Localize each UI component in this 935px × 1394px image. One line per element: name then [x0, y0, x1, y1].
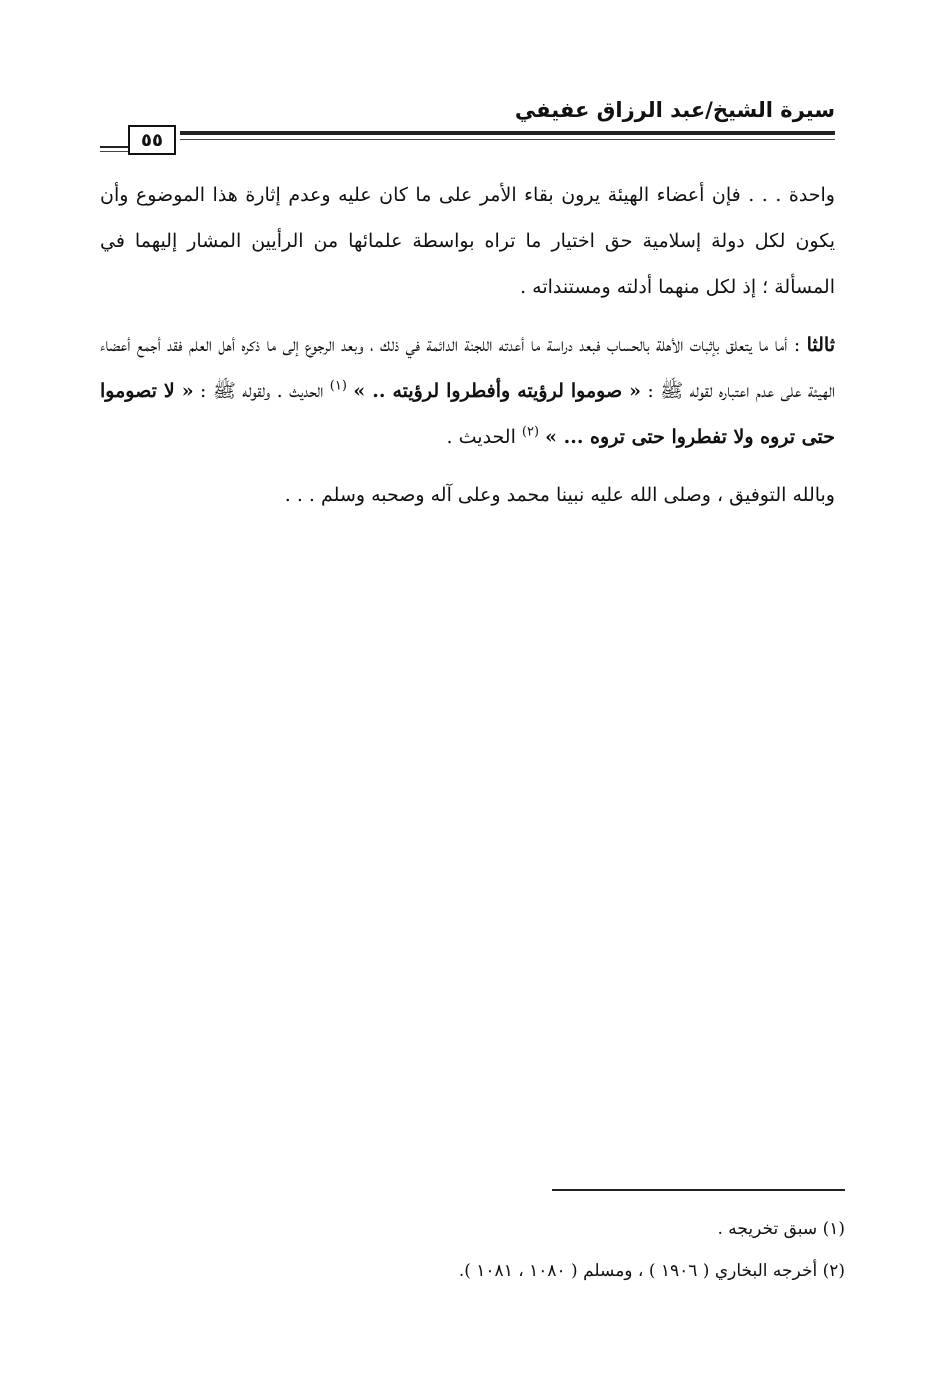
hadith-quote-2: « لا تصوموا حتى تروه ولا تفطروا حتى تروه ... »: [100, 380, 835, 448]
running-header-title: سيرة الشيخ/عبد الرزاق عفيفي: [514, 98, 835, 122]
paragraph-2-text-a: : أما ما يتعلق بإثبات الأهلة بالحساب فبعد دراسة ما أعدته اللجنة الدائمة في ذلك ، وبعد الرجوع إلى ما ذكره أهل العلم فقد أجمع أعضاء الهيئة على عدم اعتباره لقوله ﷺ :: [100, 334, 835, 402]
main-text: [100, 172, 835, 530]
paragraph-2: [100, 322, 835, 460]
footnote-divider: [552, 1189, 845, 1191]
page-number-box: [128, 125, 176, 155]
paragraph-3: وبالله التوفيق ، وصلى الله عليه نبينا محمد وعلى آله وصحبه وسلم . . .: [284, 484, 835, 506]
footnote-2: (٢) أخرجه البخاري ( ١٩٠٦ ) ، ومسلم ( ١٠٨٠ ، ١٠٨١ ).: [458, 1261, 845, 1281]
footnote-1: (١) سبق تخريجه .: [717, 1219, 845, 1239]
footnotes: [100, 1208, 845, 1292]
header-rule-thin: [180, 139, 835, 140]
paragraph-1: واحدة . . . فإن أعضاء الهيئة يرون بقاء الأمر على ما كان عليه وعدم إثارة هذا الموضوع وأن يكون لكل دولة إسلامية حق اختيار ما تراه بواسطة علمائها من الرأيين المشار إليهما في المسألة ؛ إذ لكل منهما أدلته ومستنداته .: [100, 184, 835, 298]
header-rule-left: [100, 146, 128, 148]
page-number: ٥٥: [141, 129, 163, 151]
paragraph-2-text-c: الحديث .: [446, 426, 522, 448]
footnote-ref-1[interactable]: (١): [329, 378, 347, 394]
hadith-quote-1: « صوموا لرؤيته وأفطروا لرؤيته .. »: [353, 380, 641, 402]
header-rule-left-thin: [100, 151, 128, 152]
paragraph-2-text-b: الحديث . ولقوله ﷺ :: [193, 380, 330, 402]
paragraph-2-lead: ثالثا: [806, 334, 835, 356]
header-rule-thick: [180, 131, 835, 135]
footnote-ref-2[interactable]: (٢): [521, 424, 540, 440]
